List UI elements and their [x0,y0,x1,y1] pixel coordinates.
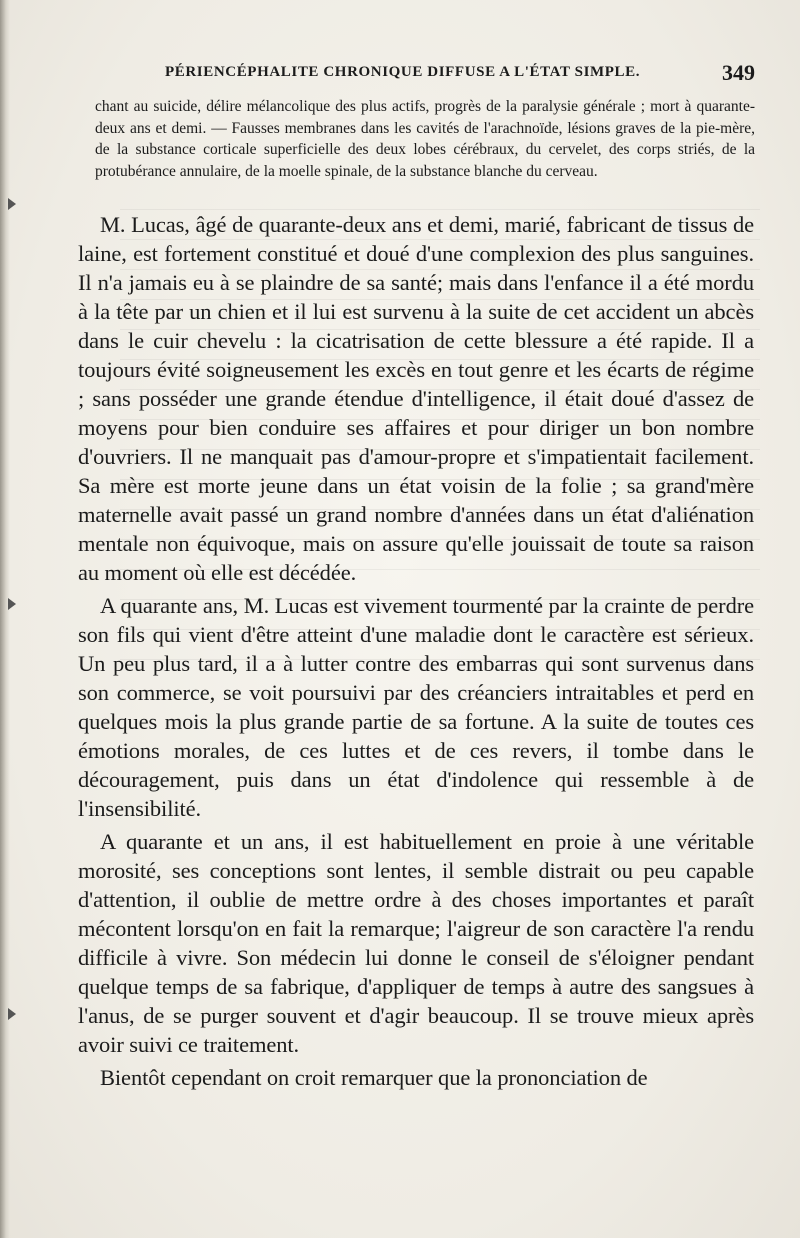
margin-mark [8,1008,16,1020]
page-number: 349 [722,60,755,85]
paragraph: A quarante ans, M. Lucas est vivement tourmenté par la crainte de perdre son fils qui vient d'être atteint d'une maladie dont le caractère est sérieux. Un peu plus tard, il a à lutter contre des embarras qui sont survenus dans son commerce, se voit poursuivi par des créanciers intraitables et perd en quelques mois la plus grande partie de sa fortune. A la suite de toutes ces émotions morales, de ces luttes et de ces revers, il tombe dans le découragement, puis dans un état d'indolence qui ressemble à de l'insensibilité. [78,593,754,821]
paragraph: M. Lucas, âgé de quarante-deux ans et demi, marié, fabricant de tissus de laine, est fortement constitué et doué d'une complexion des plus sanguines. Il n'a jamais eu à se plaindre de sa santé; mais dans l'enfance il a été mordu à la tête par un chien et il lui est survenu à la suite de cet accident un abcès dans le cuir chevelu : la cicatrisation de cette blessure a été rapide. Il a toujours évité soigneusement les excès en tout genre et les écarts de régime ; sans posséder une grande étendue d'intelligence, il était doué d'assez de moyens pour bien conduire ses affaires et pour diriger un bon nombre d'ouvriers. Il ne manquait pas d'amour-propre et s'impatientait facilement. Sa mère est morte jeune dans un état voisin de la folie ; sa grand'mère maternelle avait passé un grand nombre d'années dans un état d'aliénation mentale non équivoque, mais on assure qu'elle jouissait de toute sa raison au moment où elle est décédée. [78,212,754,585]
running-title: PÉRIENCÉPHALITE CHRONIQUE DIFFUSE A L'ÉTAT SIMPLE. [165,64,641,80]
paragraph: A quarante et un ans, il est habituellement en proie à une véritable morosité, ses conceptions sont lentes, il semble distrait ou peu capable d'attention, il oublie de mettre ordre à des choses importantes et paraît mécontent lorsqu'on en fait la remarque; l'aigreur de son caractère l'a rendu difficile à vivre. Son médecin lui donne le conseil de s'éloigner pendant quelque temps de sa fabrique, d'appliquer de temps à autre des sangsues à l'anus, de se purger souvent et d'agir beaucoup. Il se trouve mieux après avoir suivi ce traitement. [78,829,754,1057]
body-text [78,210,754,1092]
paragraph: Bientôt cependant on croit remarquer que la prononciation de [100,1065,648,1090]
margin-mark [8,598,16,610]
binding-edge [0,0,10,1238]
page-header [95,60,755,88]
case-summary: chant au suicide, délire mélancolique des plus actifs, progrès de la paralysie générale ; mort à quarante-deux ans et demi. — Fausses membranes dans les cavités de l'arachnoïde, lésions graves de la pie-mère, de la substance corticale superficielle des deux lobes cérébraux, du cervelet, des corps striés, de la protubérance annulaire, de la moelle spinale, de la substance blanche du cerveau. [95,98,755,180]
margin-mark [8,198,16,210]
